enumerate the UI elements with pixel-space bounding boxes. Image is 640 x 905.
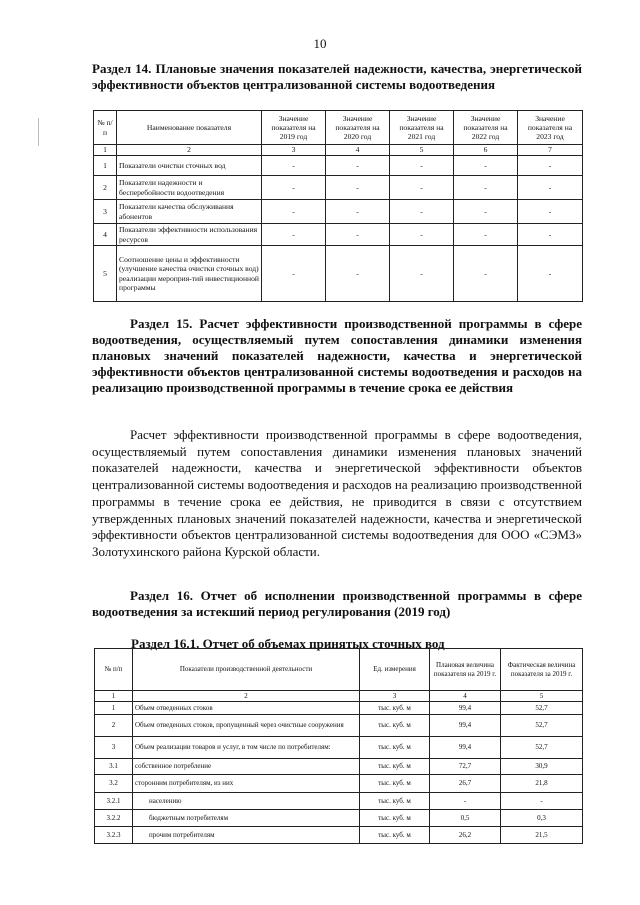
table-row xyxy=(95,702,583,715)
table-row xyxy=(95,810,583,827)
col-number: 1 xyxy=(94,145,117,156)
col-header-2021: Значение показателя на 2021 год xyxy=(390,111,454,145)
cell-unit: тыс. куб. м xyxy=(360,715,430,737)
table-row xyxy=(95,715,583,737)
cell-fact: 21,5 xyxy=(501,827,583,844)
cell-unit: тыс. куб. м xyxy=(360,702,430,715)
row-number: 3 xyxy=(94,200,117,224)
cell-unit: тыс. куб. м xyxy=(360,827,430,844)
cell-value: - xyxy=(454,224,518,246)
col-header-2023: Значение показателя на 2023 год xyxy=(518,111,583,145)
cell-plan: 99,4 xyxy=(430,715,501,737)
row-name: сторонним потребителям, из них xyxy=(133,775,360,793)
row-name: Показатели качества обслуживания абонентов xyxy=(117,200,262,224)
cell-value: - xyxy=(390,176,454,200)
col-number: 3 xyxy=(360,691,430,702)
table-row xyxy=(95,793,583,810)
section-15-heading: Раздел 15. Расчет эффективности производственной программы в сфере водоотведения, осуществляемый путем сопоставления динамики изменения плановых значений показателей надежности, качества и энергетической эффективности объектов централизованной системы водоотведения и расходов на реализацию производственной программы в течение срока ее действия xyxy=(92,316,582,395)
cell-fact: 21,8 xyxy=(501,775,583,793)
col-header-fact: Фактическая величина показателя за 2019 г. xyxy=(501,649,583,691)
cell-unit: тыс. куб. м xyxy=(360,810,430,827)
table-row xyxy=(94,224,583,246)
table-row xyxy=(95,737,583,759)
cell-value: - xyxy=(454,246,518,302)
row-name: Объем отведенных стоков, пропущенный через очистные сооружения xyxy=(133,715,360,737)
cell-plan: 99,4 xyxy=(430,737,501,759)
cell-value: - xyxy=(518,246,583,302)
cell-value: - xyxy=(518,224,583,246)
row-number: 3.1 xyxy=(95,759,133,775)
cell-fact: - xyxy=(501,793,583,810)
cell-value: - xyxy=(326,200,390,224)
section-16-1-table xyxy=(94,648,583,844)
cell-unit: тыс. куб. м xyxy=(360,759,430,775)
cell-plan: 26,7 xyxy=(430,775,501,793)
cell-plan: 26,2 xyxy=(430,827,501,844)
row-name: населению xyxy=(133,793,360,810)
row-number: 2 xyxy=(95,715,133,737)
cell-value: - xyxy=(390,246,454,302)
cell-fact: 0,3 xyxy=(501,810,583,827)
col-header-indicator: Показатели производственной деятельности xyxy=(133,649,360,691)
cell-value: - xyxy=(390,224,454,246)
cell-unit: тыс. куб. м xyxy=(360,793,430,810)
row-number: 4 xyxy=(94,224,117,246)
row-name: прочим потребителям xyxy=(133,827,360,844)
cell-value: - xyxy=(518,176,583,200)
column-number-row xyxy=(95,691,583,702)
cell-value: - xyxy=(518,156,583,176)
table-header-row xyxy=(95,649,583,691)
col-number: 2 xyxy=(117,145,262,156)
col-header-number: № п/п xyxy=(95,649,133,691)
page-number: 10 xyxy=(313,36,327,51)
table-row xyxy=(94,156,583,176)
table-row xyxy=(95,827,583,844)
table-row xyxy=(94,200,583,224)
section-16-heading: Раздел 16. Отчет об исполнении производственной программы в сфере водоотведения за истекший период регулирования (2019 год) xyxy=(92,588,582,619)
row-number: 3.2.2 xyxy=(95,810,133,827)
cell-value: - xyxy=(262,224,326,246)
cell-fact: 52,7 xyxy=(501,737,583,759)
cell-value: - xyxy=(262,246,326,302)
col-number: 2 xyxy=(133,691,360,702)
cell-plan: - xyxy=(430,793,501,810)
cell-value: - xyxy=(390,200,454,224)
col-header-plan: Плановая величина показателя на 2019 г. xyxy=(430,649,501,691)
cell-value: - xyxy=(326,224,390,246)
row-number: 3.2 xyxy=(95,775,133,793)
row-number: 2 xyxy=(94,176,117,200)
table-header-row xyxy=(94,111,583,145)
col-header-2019: Значение показателя на 2019 год xyxy=(262,111,326,145)
col-number: 4 xyxy=(326,145,390,156)
section-14-heading: Раздел 14. Плановые значения показателей надежности, качества, энергетической эффективности объектов централизованной системы водоотведения xyxy=(92,61,582,92)
table-row xyxy=(94,246,583,302)
table-row xyxy=(95,759,583,775)
table-row xyxy=(94,176,583,200)
cell-plan: 0,5 xyxy=(430,810,501,827)
col-number: 5 xyxy=(390,145,454,156)
row-name: бюджетным потребителям xyxy=(133,810,360,827)
column-number-row xyxy=(94,145,583,156)
col-header-2020: Значение показателя на 2020 год xyxy=(326,111,390,145)
cell-value: - xyxy=(326,176,390,200)
section-14-table xyxy=(93,110,583,302)
table-row xyxy=(95,775,583,793)
col-number: 3 xyxy=(262,145,326,156)
cell-fact: 52,7 xyxy=(501,715,583,737)
col-header-name: Наименование показателя xyxy=(117,111,262,145)
row-number: 5 xyxy=(94,246,117,302)
col-header-unit: Ед. измерения xyxy=(360,649,430,691)
row-number: 3.2.1 xyxy=(95,793,133,810)
section-16-1-heading: Раздел 16.1. Отчет об объемах принятых сточных вод xyxy=(131,636,445,651)
col-number: 7 xyxy=(518,145,583,156)
row-number: 1 xyxy=(94,156,117,176)
cell-plan: 72,7 xyxy=(430,759,501,775)
cell-unit: тыс. куб. м xyxy=(360,775,430,793)
col-header-2022: Значение показателя на 2022 год xyxy=(454,111,518,145)
cell-value: - xyxy=(262,156,326,176)
col-number: 4 xyxy=(430,691,501,702)
row-name: Объем реализации товаров и услуг, в том числе по потребителям: xyxy=(133,737,360,759)
row-name: Объем отведенных стоков xyxy=(133,702,360,715)
cell-value: - xyxy=(518,200,583,224)
row-name: Показатели надежности и бесперебойности водоотведения xyxy=(117,176,262,200)
cell-value: - xyxy=(326,156,390,176)
section-15-body: Расчет эффективности производственной программы в сфере водоотведения, осуществляемый путем сопоставления динамики изменения плановых значений показателей надежности, качества и энергетической эффективности объектов централизованной системы водоотведения и расходов на реализацию производственной программы в течение срока ее действия, не приводится в связи с отсутствием утвержденных плановых значений показателей надежности, качества и энергетической эффективности объектов централизованной системы водоотведения для ООО «СЭМЗ» Золотухинского района Курской области. xyxy=(92,427,582,559)
cell-value: - xyxy=(454,200,518,224)
cell-value: - xyxy=(262,200,326,224)
margin-mark xyxy=(38,118,39,146)
cell-fact: 30,9 xyxy=(501,759,583,775)
row-number: 3 xyxy=(95,737,133,759)
cell-plan: 99,4 xyxy=(430,702,501,715)
cell-value: - xyxy=(454,176,518,200)
cell-value: - xyxy=(262,176,326,200)
row-number: 1 xyxy=(95,702,133,715)
col-number: 5 xyxy=(501,691,583,702)
row-number: 3.2.3 xyxy=(95,827,133,844)
cell-value: - xyxy=(326,246,390,302)
row-name: Соотношение цены и эффективности (улучшение качества очистки сточных вод) реализации мероприя-тий инвестиционной программы xyxy=(117,246,262,302)
row-name: Показатели очистки сточных вод xyxy=(117,156,262,176)
row-name: собственное потребление xyxy=(133,759,360,775)
col-number: 1 xyxy=(95,691,133,702)
col-number: 6 xyxy=(454,145,518,156)
cell-unit: тыс. куб. м xyxy=(360,737,430,759)
col-header-number: № п/п xyxy=(94,111,117,145)
row-name: Показатели эффективности использования ресурсов xyxy=(117,224,262,246)
cell-value: - xyxy=(390,156,454,176)
cell-value: - xyxy=(454,156,518,176)
cell-fact: 52,7 xyxy=(501,702,583,715)
